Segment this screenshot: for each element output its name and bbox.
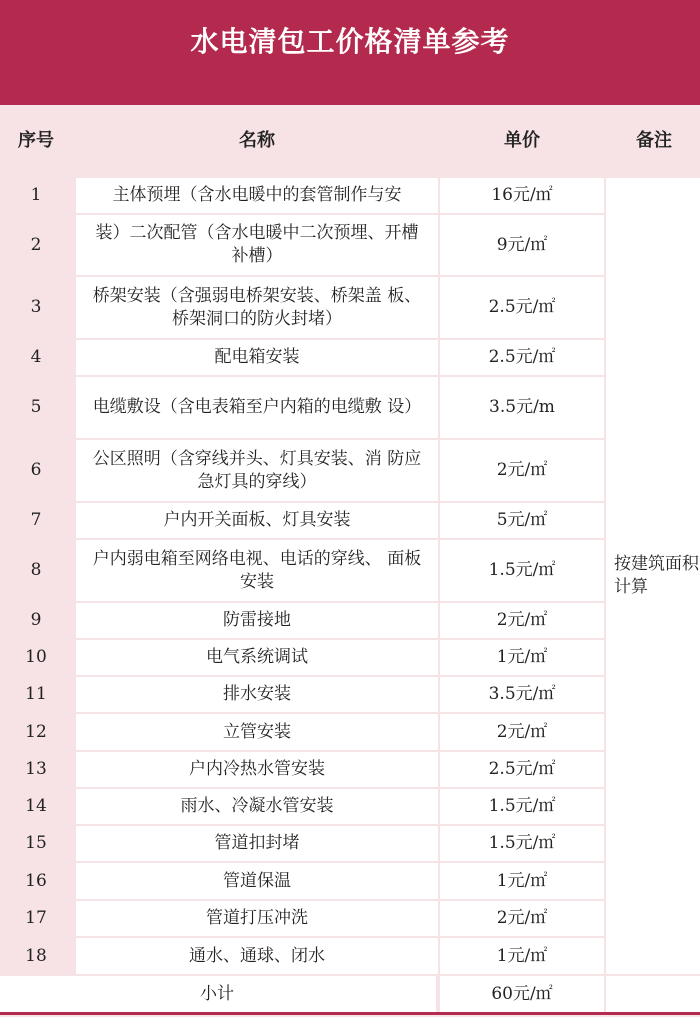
header-remark: 备注 [606, 108, 700, 175]
row-name: 排水安装 [76, 677, 438, 712]
row-price: 1.5元/㎡ [440, 789, 604, 824]
row-name: 管道保温 [76, 863, 438, 899]
row-name: 管道打压冲洗 [76, 901, 438, 936]
row-name: 桥架安装（含强弱电桥架安装、桥架盖 板、桥架洞口的防火封堵） [76, 277, 438, 338]
row-number: 11 [0, 677, 74, 712]
page-title: 水电清包工价格清单参考 [190, 25, 510, 58]
row-name: 电气系统调试 [76, 640, 438, 675]
row-number: 1 [0, 178, 74, 213]
row-number: 10 [0, 640, 74, 675]
row-number: 6 [0, 440, 74, 501]
row-price: 2.5元/㎡ [440, 752, 604, 787]
remark-cell: 按建筑面积计算 [606, 178, 700, 974]
row-name: 通水、通球、闭水 [76, 938, 438, 974]
row-number: 7 [0, 503, 74, 538]
row-name: 防雷接地 [76, 603, 438, 638]
row-price: 5元/㎡ [440, 503, 604, 538]
header-name: 名称 [76, 108, 438, 175]
row-price: 3.5元/㎡ [440, 677, 604, 712]
row-number: 13 [0, 752, 74, 787]
row-number: 3 [0, 277, 74, 338]
row-name: 电缆敷设（含电表箱至户内箱的电缆敷 设） [76, 377, 438, 438]
row-name: 公区照明（含穿线并头、灯具安装、消 防应急灯具的穿线） [76, 440, 438, 501]
row-price: 2元/㎡ [440, 714, 604, 750]
row-number: 8 [0, 540, 74, 601]
row-number: 5 [0, 377, 74, 438]
row-name: 立管安装 [76, 714, 438, 750]
row-number: 14 [0, 789, 74, 824]
row-price: 1元/㎡ [440, 938, 604, 974]
row-price: 9元/㎡ [440, 215, 604, 275]
row-number: 15 [0, 826, 74, 861]
row-price: 1.5元/㎡ [440, 540, 604, 601]
row-price: 1.5元/㎡ [440, 826, 604, 861]
row-price: 1元/㎡ [440, 863, 604, 899]
row-number: 12 [0, 714, 74, 750]
row-name: 装）二次配管（含水电暖中二次预埋、开槽 补槽） [76, 215, 438, 275]
row-name: 户内弱电箱至网络电视、电话的穿线、 面板安装 [76, 540, 438, 601]
row-number: 17 [0, 901, 74, 936]
header-price: 单价 [440, 108, 604, 175]
row-price: 16元/㎡ [440, 178, 604, 213]
row-price: 3.5元/m [440, 377, 604, 438]
row-name: 雨水、冷凝水管安装 [76, 789, 438, 824]
bottom-rule [0, 1012, 700, 1015]
row-name: 主体预埋（含水电暖中的套管制作与安 [76, 178, 438, 213]
subtotal-label: 小计 [0, 976, 436, 1012]
header-no: 序号 [0, 108, 74, 175]
row-number: 16 [0, 863, 74, 899]
row-name: 配电箱安装 [76, 340, 438, 375]
subtotal-price: 60元/㎡ [440, 976, 604, 1012]
row-price: 1元/㎡ [440, 640, 604, 675]
row-number: 4 [0, 340, 74, 375]
row-price: 2元/㎡ [440, 440, 604, 501]
row-price: 2.5元/㎡ [440, 340, 604, 375]
title-banner [0, 0, 700, 105]
row-name: 户内冷热水管安装 [76, 752, 438, 787]
row-price: 2元/㎡ [440, 901, 604, 936]
row-name: 户内开关面板、灯具安装 [76, 503, 438, 538]
row-price: 2元/㎡ [440, 603, 604, 638]
row-number: 9 [0, 603, 74, 638]
row-price: 2.5元/㎡ [440, 277, 604, 338]
row-number: 18 [0, 938, 74, 974]
subtotal-remark [606, 976, 700, 1012]
row-name: 管道扣封堵 [76, 826, 438, 861]
row-number: 2 [0, 215, 74, 275]
